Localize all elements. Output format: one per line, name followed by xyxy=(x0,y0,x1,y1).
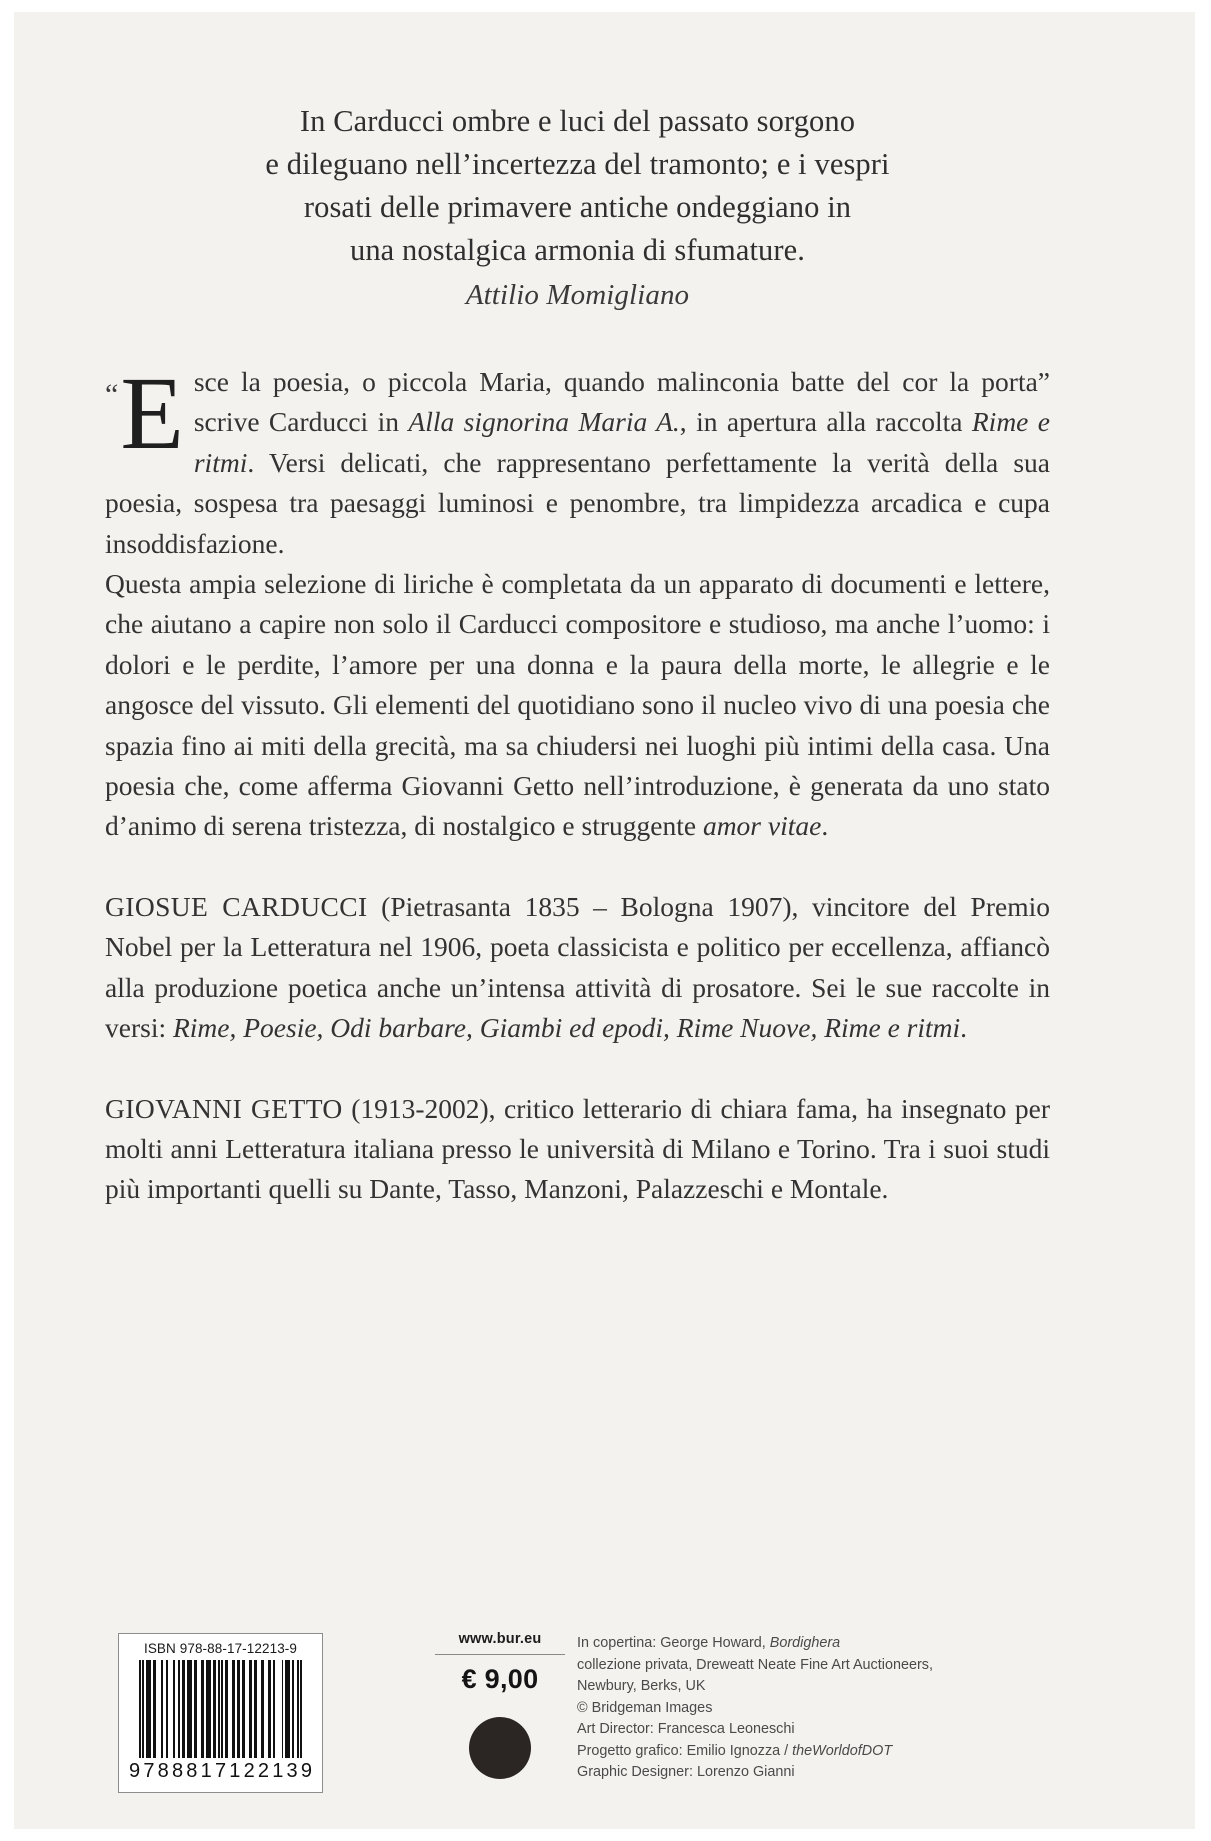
isbn-barcode xyxy=(118,1633,323,1793)
credit-text: © Bridgeman Images xyxy=(577,1699,713,1716)
bur-logo-dot-icon xyxy=(469,1717,531,1779)
drop-cap: E xyxy=(120,356,184,471)
epigraph-line-3: rosati delle primavere antiche ondeggiano in xyxy=(303,190,852,224)
credit-line xyxy=(577,1633,1017,1655)
blurb-body-paragraph xyxy=(105,564,1050,847)
blurb-title-rime-e-ritmi: Rime e ritmi xyxy=(193,406,1050,478)
bio-getto-name: GIOVANNI GETTO xyxy=(105,1092,343,1124)
blurb-title-alla-signorina: Alla signorina Maria A. xyxy=(408,406,680,438)
bio-carducci-text-2: . xyxy=(960,1012,968,1044)
credit-text: collezione privata, Dreweatt Neate Fine Art Auctioneers, xyxy=(577,1656,933,1673)
publisher-url[interactable]: www.bur.eu xyxy=(458,1631,542,1647)
credit-line xyxy=(577,1655,1017,1677)
bio-carducci-text-1: (Pietrasanta 1835 – Bologna 1907), vincitore del Premio Nobel per la Letteratura nel 1906, poeta classicista e politico per eccellenza, affiancò alla produzione poetica anche un’intensa attività di prosatore. Sei le sue raccolte in versi: xyxy=(105,890,1050,1044)
price-value: € 9,00 xyxy=(461,1664,539,1694)
credit-text: Graphic Designer: Lorenzo Gianni xyxy=(577,1764,795,1780)
blurb-body-text-2: . xyxy=(821,810,829,842)
barcode-digits: 9788817122139 xyxy=(129,1760,316,1782)
credit-italic: Bordighera xyxy=(769,1635,841,1651)
cover-footer xyxy=(105,1625,1065,1815)
credit-text: Art Director: Francesca Leoneschi xyxy=(577,1721,795,1737)
isbn-label: ISBN 978-88-17-12213-9 xyxy=(143,1641,298,1656)
blurb-lead-text-1: sce la poesia, o piccola Maria, quando malinconia batte del cor la porta” scrive Carducci in xyxy=(193,366,1050,438)
epigraph-line-2: e dileguano nell’incertezza del tramonto; e i vespri xyxy=(265,147,890,181)
blurb-lead-text-2: , in apertura alla raccolta xyxy=(679,406,972,438)
credit-text: Progetto grafico: Emilio Ignozza / xyxy=(577,1742,793,1759)
cover-credits xyxy=(577,1633,1017,1784)
credit-text: Newbury, Berks, UK xyxy=(577,1678,706,1694)
paper-edge-top xyxy=(0,0,1211,12)
price-divider xyxy=(435,1654,565,1655)
paper-edge-bottom xyxy=(0,1829,1211,1841)
credit-line xyxy=(577,1762,1017,1784)
barcode-bar xyxy=(300,1660,302,1758)
credit-line xyxy=(577,1719,1017,1741)
bio-carducci-name: GIOSUE CARDUCCI xyxy=(105,890,368,922)
bio-carducci xyxy=(105,887,1050,1049)
epigraph-line-4: una nostalgica armonia di sfumature. xyxy=(349,233,806,267)
bio-carducci-works: Rime, Poesie, Odi barbare, Giambi ed epodi, Rime Nuove, Rime e ritmi xyxy=(172,1012,961,1044)
epigraph-attribution: Attilio Momigliano xyxy=(465,279,690,311)
credit-line xyxy=(577,1698,1017,1720)
paper-edge-right xyxy=(1195,0,1211,1841)
price-block xyxy=(435,1631,565,1779)
cover-content xyxy=(105,100,1050,1210)
barcode-bar xyxy=(275,1660,282,1758)
credit-line xyxy=(577,1741,1017,1763)
epigraph-line-1: In Carducci ombre e luci del passato sorgono xyxy=(299,104,856,138)
credit-italic: theWorldofDOT xyxy=(792,1742,893,1759)
blurb xyxy=(105,356,1050,847)
epigraph xyxy=(105,100,1050,316)
blurb-lead-text-3: . Versi delicati, che rappresentano perfettamente la verità della sua poesia, sospesa tra paesaggi luminosi e penombre, tra limpidezza arcadica e cupa insoddisfazione. xyxy=(105,446,1050,559)
credit-line xyxy=(577,1676,1017,1698)
blurb-body-text-1: Questa ampia selezione di liriche è completata da un apparato di documenti e lettere, che aiutano a capire non solo il Carducci compositore e studioso, ma anche l’uomo: i dolori e le perdite, l’amore per una donna e la paura della morte, le allegrie e le angosce del vissuto. Gli elementi del quotidiano sono il nucleo vivo di una poesia che spazia fino ai miti della grecità, ma sa chiudersi nei luoghi più intimi della casa. Una poesia che, come afferma Giovanni Getto nell’introduzione, è generata da uno stato d’animo di serena tristezza, di nostalgico e struggente xyxy=(105,568,1050,842)
blurb-lead-paragraph xyxy=(105,356,1050,564)
blurb-italic-amor-vitae: amor vitae xyxy=(702,810,822,842)
barcode-bars xyxy=(129,1660,312,1758)
paper-edge-left xyxy=(0,0,14,1841)
bio-getto xyxy=(105,1089,1050,1210)
bio-getto-text: (1913-2002), critico letterario di chiara fama, ha insegnato per molti anni Letteratura italiana presso le università di Milano e Torino. Tra i suoi studi più importanti quelli su Dante, Tasso, Manzoni, Palazzeschi e Montale. xyxy=(105,1092,1050,1205)
credit-text: In copertina: George Howard, xyxy=(577,1635,770,1651)
open-quote-mark: “ xyxy=(105,378,119,411)
